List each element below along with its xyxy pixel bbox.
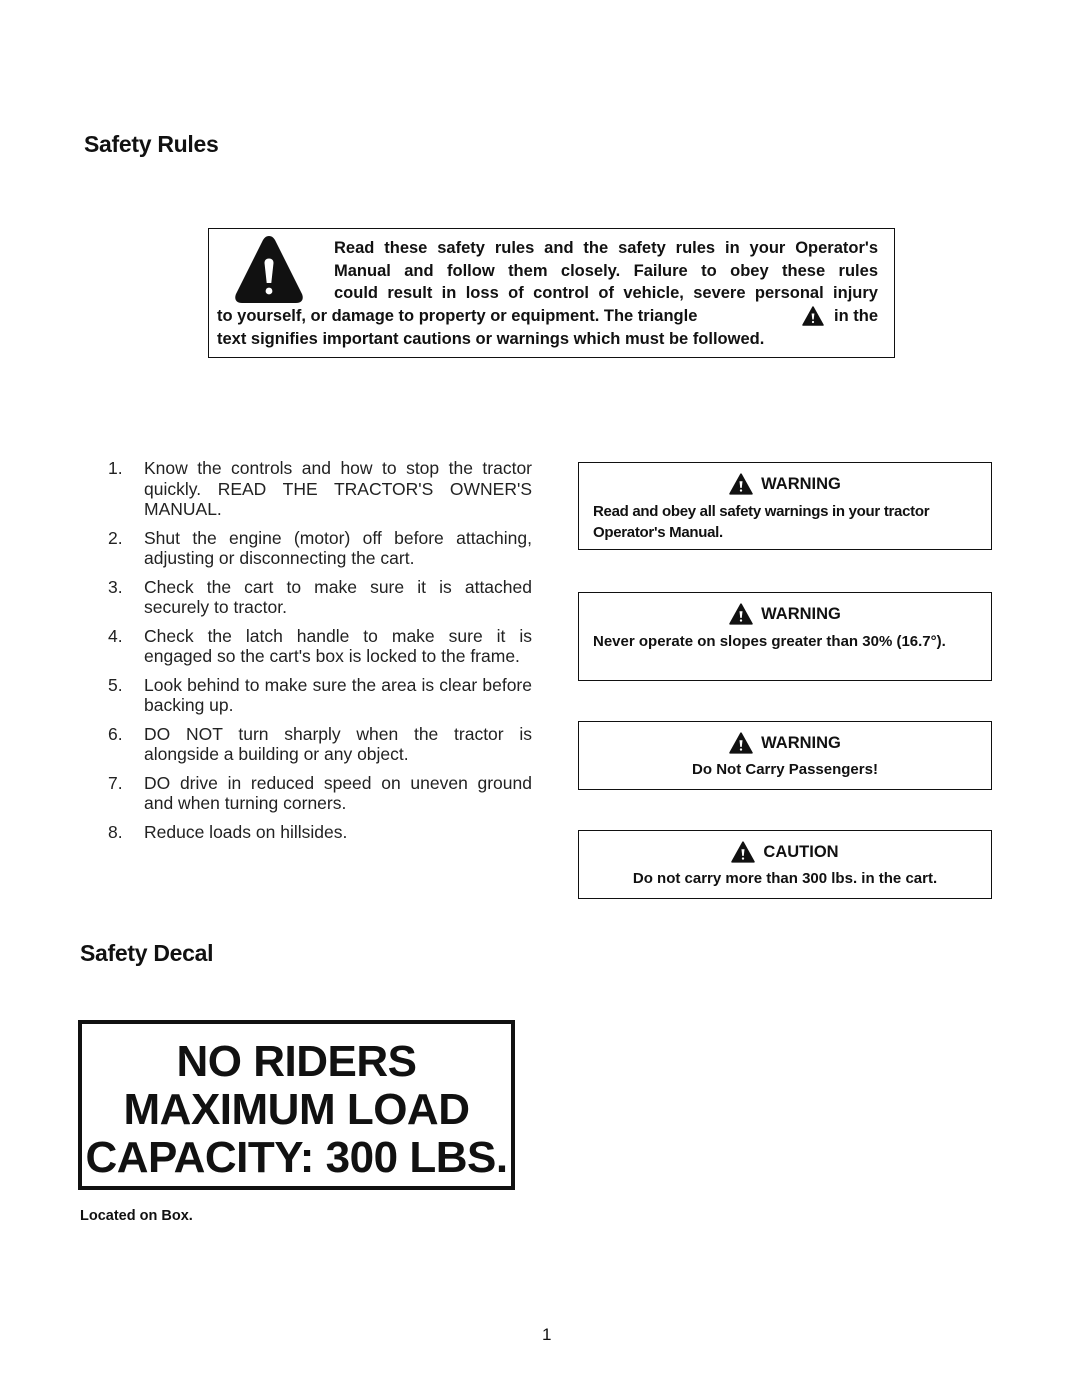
page-number: 1 <box>542 1325 552 1344</box>
list-item: 5. Look behind to make sure the area is clear before backing up. <box>108 674 532 715</box>
warning-triangle-icon <box>729 603 753 625</box>
decal-line-2: MAXIMUM LOAD <box>123 1085 470 1134</box>
safety-decal <box>78 1020 515 1190</box>
decal-line-3: CAPACITY: 300 LBS. <box>85 1133 508 1182</box>
caution-text: Do not carry more than 300 lbs. in the cart. <box>632 870 938 887</box>
warning-box-slopes <box>578 592 992 681</box>
list-item: 4. Check the latch handle to make sure it is engaged so the cart's box is locked to the frame. <box>108 625 532 666</box>
list-item: 7. DO drive in reduced speed on uneven ground and when turning corners. <box>108 772 532 813</box>
decal-line-1: NO RIDERS <box>176 1037 417 1086</box>
intro-notice-box <box>208 228 895 358</box>
warning-box-passengers <box>578 721 992 790</box>
list-item: 1. Know the controls and how to stop the tractor quickly. READ THE TRACTOR'S OWNER'S MANUAL. <box>108 458 532 519</box>
list-item: 3. Check the cart to make sure it is attached securely to tractor. <box>108 576 532 617</box>
intro-line-4-end: in the <box>834 307 878 325</box>
warning-triangle-icon <box>729 732 753 754</box>
safety-decal-heading: Safety Decal <box>80 940 214 966</box>
list-item: 8. Reduce loads on hillsides. <box>108 821 348 842</box>
caution-box-load <box>578 830 992 899</box>
safety-rules-heading: Safety Rules <box>84 131 219 157</box>
warning-text: Never operate on slopes greater than 30% (16.7°). <box>593 633 946 650</box>
warning-triangle-icon <box>729 473 753 495</box>
warning-triangle-icon <box>731 841 755 863</box>
intro-line-5: text signifies important cautions or warnings which must be followed. <box>217 329 765 348</box>
list-item: 2. Shut the engine (motor) off before attaching, adjusting or disconnecting the cart. <box>108 527 532 568</box>
intro-line-1: Read these safety rules and the safety rules in your Operator's <box>334 239 878 257</box>
warning-label: WARNING <box>761 733 841 752</box>
decal-location-caption: Located on Box. <box>80 1208 193 1224</box>
caution-label: CAUTION <box>763 842 839 861</box>
list-item: 6. DO NOT turn sharply when the tractor is alongside a building or any object. <box>108 723 532 764</box>
warning-label: WARNING <box>761 474 841 493</box>
safety-rules-list <box>108 458 532 850</box>
intro-line-3: could result in loss of control of vehicle, severe personal injury <box>334 284 878 302</box>
intro-line-4-start: to yourself, or damage to property or equipment. The triangle <box>217 307 698 325</box>
warning-text: Read and obey all safety warnings in your tractor Operator's Manual. <box>593 503 930 541</box>
warning-triangle-icon <box>802 306 824 326</box>
warning-text: Do Not Carry Passengers! <box>692 761 878 778</box>
warning-label: WARNING <box>761 604 841 623</box>
warning-box-operators-manual <box>578 462 992 550</box>
warning-triangle-icon <box>233 233 305 310</box>
intro-line-2: Manual and follow them closely. Failure to obey these rules <box>334 261 878 280</box>
